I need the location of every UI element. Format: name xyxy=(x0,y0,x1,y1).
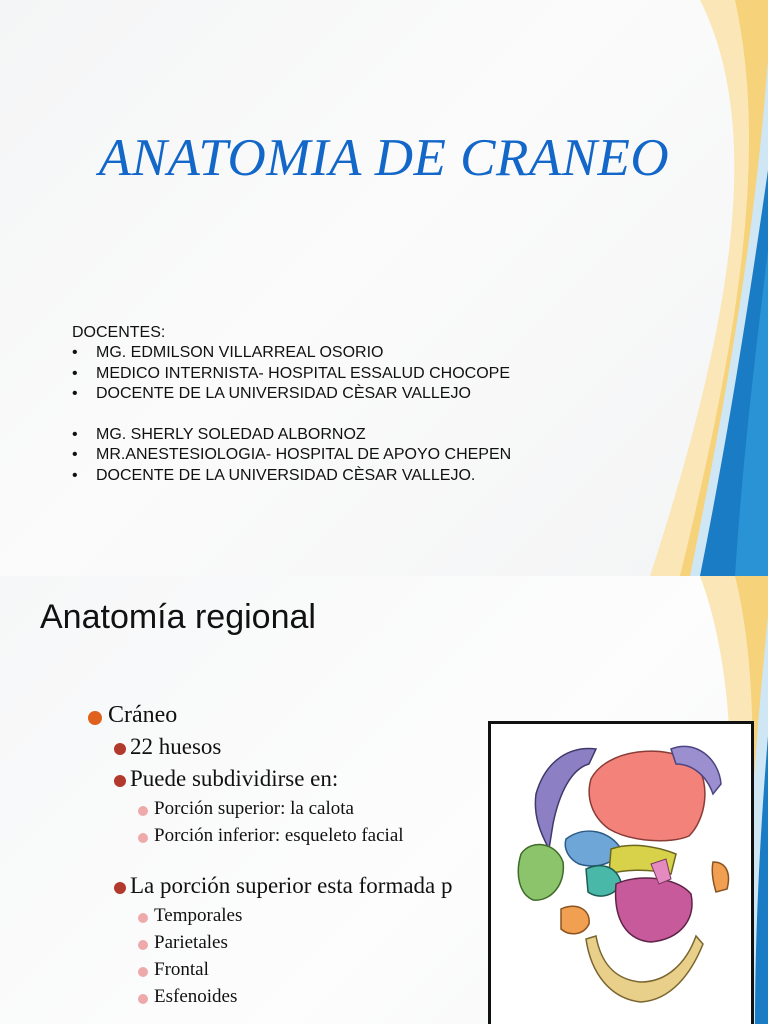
docentes-list-2 xyxy=(72,425,511,486)
list-item xyxy=(86,873,453,905)
bullet-outline xyxy=(86,702,453,1013)
slide-title: ANATOMIA DE CRANEO xyxy=(98,129,670,187)
list-item xyxy=(86,798,453,825)
item-text: Frontal xyxy=(154,959,209,980)
item-text: 22 huesos xyxy=(130,734,222,759)
bullet-icon xyxy=(138,806,148,816)
docentes-block xyxy=(72,323,511,486)
list-item: • DOCENTE DE LA UNIVERSIDAD CÈSAR VALLEJO xyxy=(72,384,511,404)
bullet-icon xyxy=(138,994,148,1004)
list-item: • MR.ANESTESIOLOGIA- HOSPITAL DE APOYO CHEPEN xyxy=(72,445,511,465)
bullet-icon xyxy=(88,711,102,725)
list-item xyxy=(86,959,453,986)
bullet-icon xyxy=(138,940,148,950)
item-text: Porción inferior: esqueleto facial xyxy=(154,825,404,846)
item-text: Parietales xyxy=(154,932,228,953)
item-text: Puede subdividirse en: xyxy=(130,766,339,791)
bullet-icon xyxy=(114,775,126,787)
exploded-skull-illustration-icon xyxy=(491,724,751,1024)
item-text: Porción superior: la calota xyxy=(154,798,354,819)
list-item xyxy=(86,702,453,734)
content-slide xyxy=(0,576,768,1024)
list-item: • MEDICO INTERNISTA- HOSPITAL ESSALUD CHOCOPE xyxy=(72,364,511,384)
list-item xyxy=(86,766,453,798)
list-item xyxy=(86,905,453,932)
slide-title: Anatomía regional xyxy=(40,598,316,636)
list-item xyxy=(86,986,453,1013)
list-item xyxy=(86,932,453,959)
item-text: Cráneo xyxy=(108,702,178,728)
bullet-icon xyxy=(114,743,126,755)
bullet-icon xyxy=(114,882,126,894)
list-item xyxy=(86,734,453,766)
item-text: Temporales xyxy=(154,905,243,926)
docentes-list-1 xyxy=(72,343,511,404)
list-item: • MG. EDMILSON VILLARREAL OSORIO xyxy=(72,343,511,363)
list-item: • DOCENTE DE LA UNIVERSIDAD CÈSAR VALLEJO. xyxy=(72,466,511,486)
skull-image-frame xyxy=(488,721,754,1024)
bullet-icon xyxy=(138,913,148,923)
bullet-icon xyxy=(138,967,148,977)
item-text: La porción superior esta formada p xyxy=(130,873,453,898)
list-item xyxy=(86,825,453,852)
item-text: Esfenoides xyxy=(154,986,238,1007)
bullet-icon xyxy=(138,833,148,843)
list-item: • MG. SHERLY SOLEDAD ALBORNOZ xyxy=(72,425,511,445)
docentes-heading: DOCENTES: xyxy=(72,324,166,341)
